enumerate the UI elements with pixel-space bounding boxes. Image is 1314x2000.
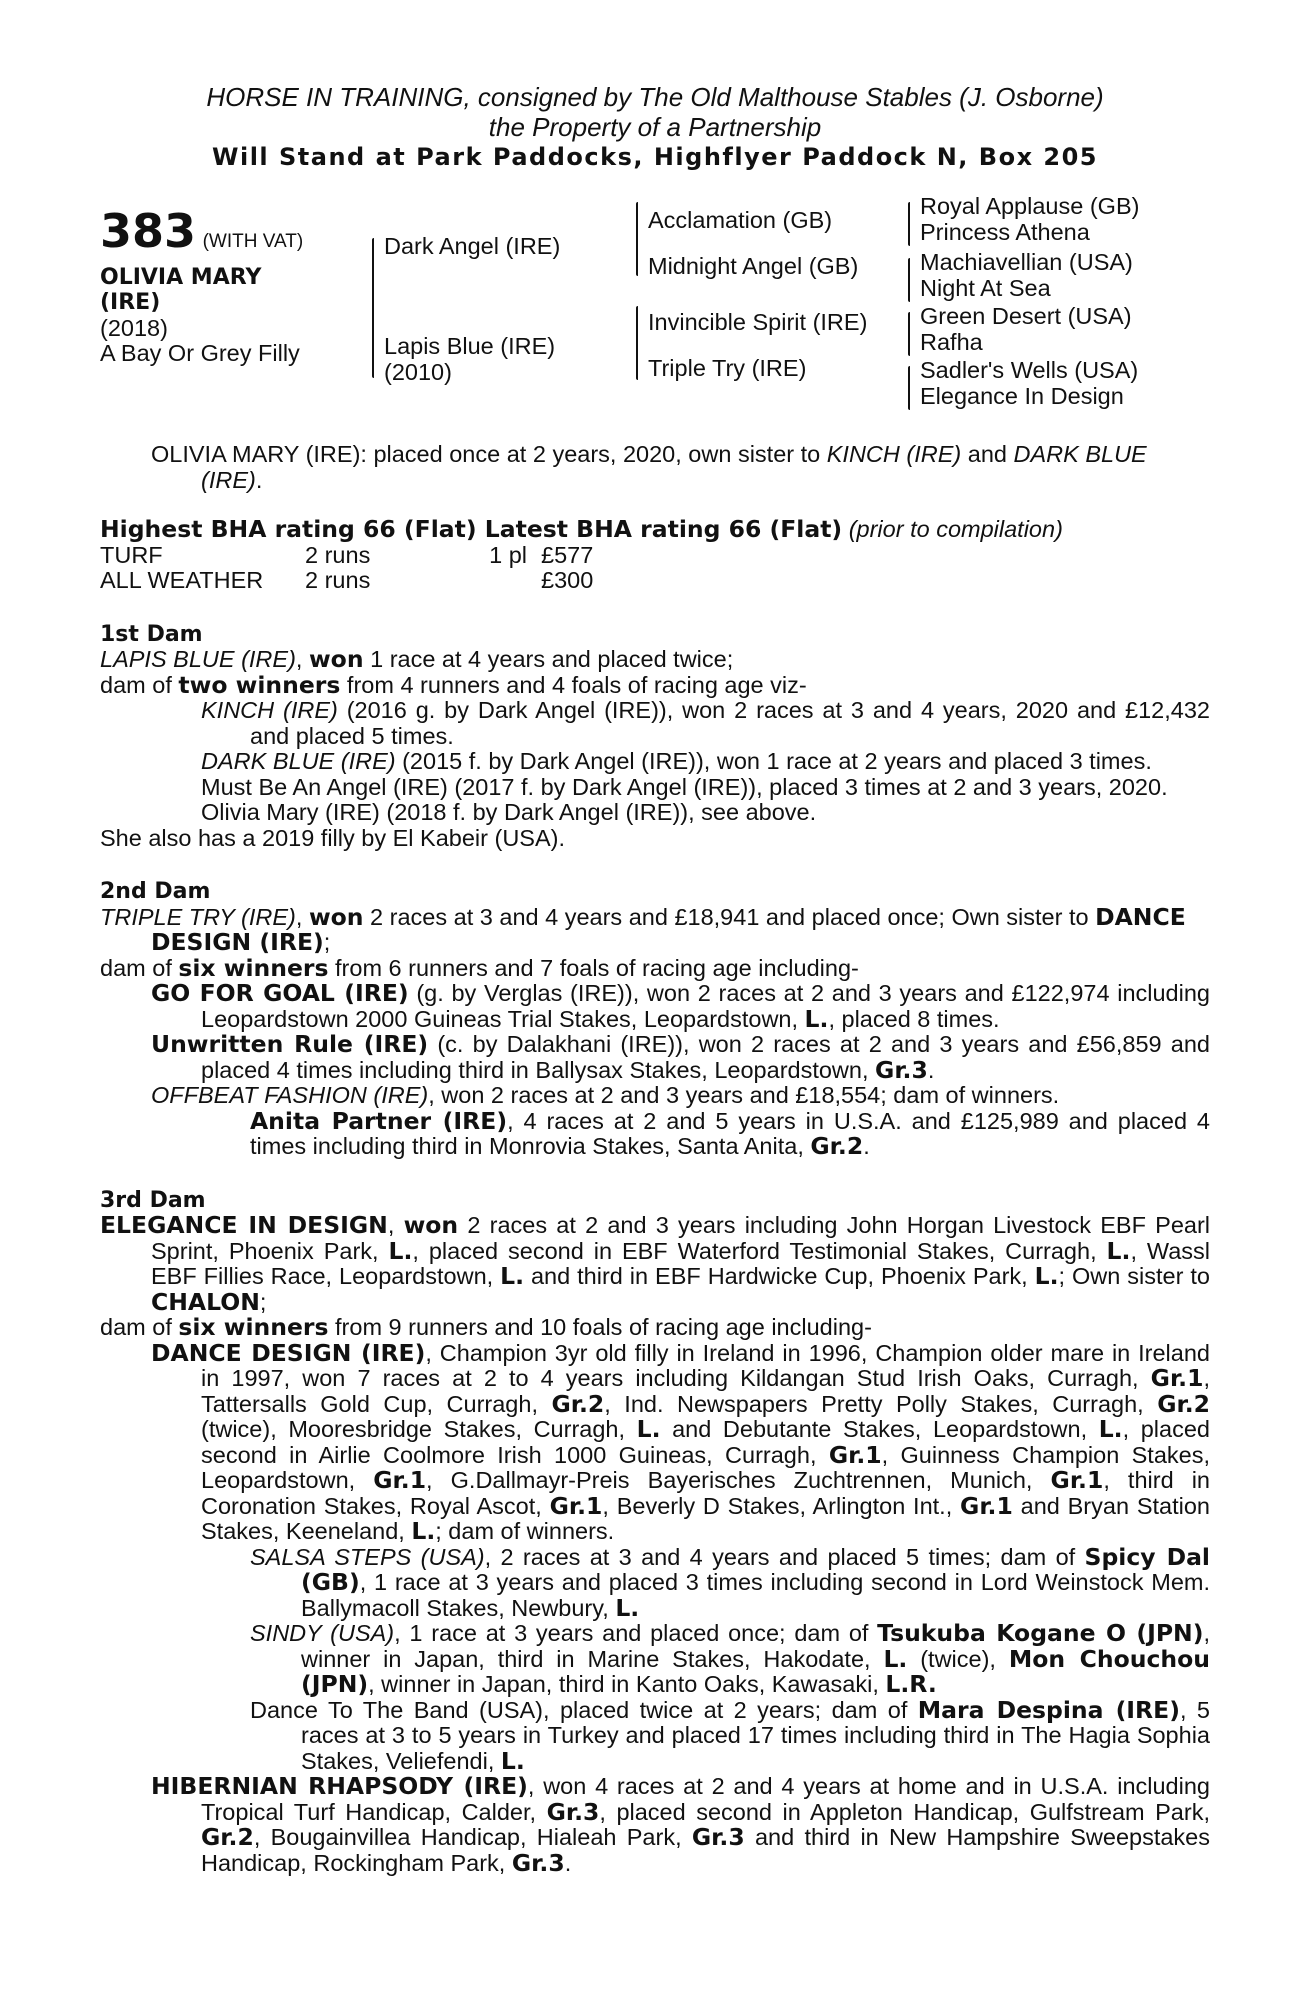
dam-sire: Invincible Spirit (IRE) <box>648 309 868 335</box>
bracket-dam-parents <box>636 306 638 380</box>
sibling-kinch: KINCH (IRE) <box>826 441 962 467</box>
consignor-line: HORSE IN TRAINING, consigned by The Old Malthouse Stables (J. Osborne) <box>206 82 1104 112</box>
produce-entry: OFFBEAT FASHION (IRE), won 2 races at 2 and 3 years and £18,554; dam of winners. <box>151 1082 1060 1108</box>
bracket-parents <box>372 238 374 378</box>
first-dam-heading: 1st Dam <box>100 621 203 647</box>
first-dam-section: 1st Dam LAPIS BLUE (IRE), won 1 race at 4 years and placed twice; dam of two winners from 4 runners and 4 foals of racing age viz- KINCH (IRE) (2016 g. by Dark Angel (IRE)), won 2 races at 3 and 4 years, 2020 and £12,432 and placed 5 times. DARK BLUE (IRE) (2015 f. by Dark Angel (IRE)), won 1 race at 2 years and placed 3 times. Must Be An Angel (IRE) (2017 f. by Dark Angel (IRE)), placed 3 times at 2 and 3 years, 2020. Olivia Mary (IRE) (2018 f. by Dark Angel (IRE)), see above. She also has a 2019 filly by El Kabeir (USA). <box>100 621 1210 851</box>
vat-note: (WITH VAT) <box>202 231 304 252</box>
produce-entry: HIBERNIAN RHAPSODY (IRE), won 4 races at 2 and 4 years at home and in U.S.A. including Tropical Turf Handicap, Calder, Gr.3, placed second in Appleton Handicap, Gulfstream Park, Gr.2, Bougainvillea Handicap, Hialeah Park, Gr.3 and third in New Hampshire Sweepstakes Handicap, Rockingham Park, Gr.3. <box>151 1772 1210 1877</box>
ggp-8: Elegance In Design <box>920 383 1124 409</box>
produce-entry: SINDY (USA), 1 race at 3 years and placed once; dam of Tsukuba Kogane O (JPN), winner in Japan, third in Marine Stakes, Hakodate, L. (twice), Mon Chouchou (JPN), winner in Japan, third in Kanto Oaks, Kawasaki, L.R. <box>250 1619 1211 1698</box>
sire: Dark Angel (IRE) <box>384 233 561 259</box>
horse-name-1: OLIVIA MARY <box>100 264 262 290</box>
produce-entry: Must Be An Angel (IRE) (2017 f. by Dark Angel (IRE)), placed 3 times at 2 and 3 years, 2020. <box>201 773 1168 800</box>
dam-dam: Triple Try (IRE) <box>648 355 807 381</box>
sibling-dark-blue: DARK BLUE <box>1013 441 1147 467</box>
third-dam-heading: 3rd Dam <box>100 1187 206 1213</box>
ggp-4: Night At Sea <box>920 275 1051 301</box>
produce-entry: Dance To The Band (USA), placed twice at 2 years; dam of Mara Despina (IRE), 5 races at 3 to 5 years in Turkey and placed 17 times including third in The Hagia Sophia Stakes, Veliefendi, L. <box>250 1695 1210 1775</box>
produce-entry: Olivia Mary (IRE) (2018 f. by Dark Angel (IRE)), see above. <box>201 799 817 825</box>
lot-info <box>100 204 304 367</box>
bracket-sire-parents <box>636 202 638 276</box>
second-dam-heading: 2nd Dam <box>100 879 211 904</box>
third-dam-section: 3rd Dam ELEGANCE IN DESIGN, won 2 races at 2 and 3 years including John Horgan Livestock EBF Pearl Sprint, Phoenix Park, L., placed second in EBF Waterford Testimonial Stakes, Curragh, L., Wassl EBF Fillies Race, Leopardstown, L. and third in EBF Hardwicke Cup, Phoenix Park, L.; Own sister to CHALON; dam of six winners from 9 runners and 10 foals of racing age including- DANCE DESIGN (IRE), Champion 3yr old filly in Ireland in 1996, Champion older mare in Ireland in 1997, won 7 races at 2 to 4 years including Kildangan Stud Irish Oaks, Curragh, Gr.1, Tattersalls Gold Cup, Curragh, Gr.2, Ind. Newspapers Pretty Polly Stakes, Curragh, Gr.2 (twice), Mooresbridge Stakes, Curragh, L. and Debutante Stakes, Leopardstown, L., placed second in Airlie Coolmore Irish 1000 Guineas, Curragh, Gr.1, Guinness Champion Stakes, Leopardstown, Gr.1, G.Dallmayr-Preis Bayerisches Zuchtrennen, Munich, Gr.1, third in Coronation Stakes, Royal Ascot, Gr.1, Beverly D Stakes, Arlington Int., Gr.1 and Bryan Station Stakes, Keeneland, L.; dam of winners. SALSA STEPS (USA), 2 races at 3 and 4 years and placed 5 times; dam of Spicy Dal (GB), 1 race at 3 years and placed 3 times including second in Lord Weinstock Mem. Ballymacoll Stakes, Newbury, L. SINDY (USA), 1 race at 3 years and placed once; dam of Tsukuba Kogane O (JPN), winner in Japan, third in Marine Stakes, Hakodate, L. (twice), Mon Chouchou (JPN), winner in Japan, third in Kanto Oaks, Kawasaki, L.R. Dance To The Band (USA), placed twice at 2 years; dam of Mara Despina (IRE), 5 races at 3 to 5 years in Turkey and placed 17 times including third in The Hagia Sophia Stakes, Veliefendi, L. HIBERNIAN RHAPSODY (IRE), won 4 races at 2 and 4 years at home and in U.S.A. including Tropical Turf Handicap, Calder, Gr.3, placed second in Appleton Handicap, Gulfstream Park, Gr.2, Bougainvillea Handicap, Hialeah Park, Gr.3 and third in New Hampshire Sweepstakes Handicap, Rockingham Park, Gr.3. <box>100 1187 1211 1877</box>
race-record-row: ALL WEATHER 2 runs £300 <box>100 567 594 593</box>
horse-name-2: (IRE) <box>100 290 161 315</box>
bracket-ggp-3 <box>908 312 910 356</box>
produce-note: She also has a 2019 filly by El Kabeir (USA). <box>100 824 566 851</box>
rating-section <box>100 517 1210 594</box>
catalogue-page <box>100 82 1210 1876</box>
stand-location: Will Stand at Park Paddocks, Highflyer Paddock N, Box 205 <box>212 143 1098 171</box>
produce-entry: Anita Partner (IRE), 4 races at 2 and 5 years in U.S.A. and £125,989 and placed 4 times including third in Monrovia Stakes, Santa Anita, Gr.2. <box>250 1106 1210 1160</box>
produce-entry: Unwritten Rule (IRE) (c. by Dalakhani (IRE)), won 2 races at 2 and 3 years and £56,859 and placed 4 times including third in Ballysax Stakes, Leopardstown, Gr.3. <box>151 1030 1210 1084</box>
produce-entry: SALSA STEPS (USA), 2 races at 3 and 4 years and placed 5 times; dam of Spicy Dal (GB), 1 race at 3 years and placed 3 times including second in Lord Weinstock Mem. Ballymacoll Stakes, Newbury, L. <box>250 1542 1210 1622</box>
pedigree-block <box>100 193 1210 440</box>
ggp-3: Machiavellian (USA) <box>920 249 1133 275</box>
property-line: the Property of a Partnership <box>488 112 822 142</box>
produce-entry: DANCE DESIGN (IRE), Champion 3yr old filly in Ireland in 1996, Champion older mare in Ireland in 1997, won 7 races at 2 to 4 years including Kildangan Stud Irish Oaks, Curragh, Gr.1, Tattersalls Gold Cup, Curragh, Gr.2, Ind. Newspapers Pretty Polly Stakes, Curragh, Gr.2 (twice), Mooresbridge Stakes, Curragh, L. and Debutante Stakes, Leopardstown, L., placed second in Airlie Coolmore Irish 1000 Guineas, Curragh, Gr.1, Guinness Champion Stakes, Leopardstown, Gr.1, G.Dallmayr-Preis Bayerisches Zuchtrennen, Munich, Gr.1, third in Coronation Stakes, Royal Ascot, Gr.1, Beverly D Stakes, Arlington Int., Gr.1 and Bryan Station Stakes, Keeneland, L.; dam of winners. <box>151 1338 1211 1545</box>
foaling-year: (2018) <box>100 314 168 341</box>
sire-dam: Midnight Angel (GB) <box>648 253 859 279</box>
sire-sire: Acclamation (GB) <box>648 207 833 233</box>
produce-entry: KINCH (IRE) (2016 g. by Dark Angel (IRE)), won 2 races at 3 and 4 years, 2020 and £12,432 and placed 5 times. <box>201 697 1210 749</box>
bracket-ggp-2 <box>908 258 910 302</box>
bracket-ggp-1 <box>908 202 910 246</box>
bracket-ggp-4 <box>908 366 910 410</box>
dam: Lapis Blue (IRE) <box>384 333 556 359</box>
ggp-6: Rafha <box>920 329 983 355</box>
dam-year: (2010) <box>384 359 452 385</box>
horse-summary: OLIVIA MARY (IRE): placed once at 2 years, 2020, own sister to KINCH (IRE) and DARK BLUE (IRE). <box>151 441 1147 493</box>
lot-number: 383 <box>100 204 197 258</box>
ggp-2: Princess Athena <box>920 219 1090 245</box>
race-record-row: TURF 2 runs 1 pl £577 <box>100 541 594 568</box>
rating-bold: Highest BHA rating 66 (Flat) Latest BHA rating 66 (Flat) <box>100 515 843 543</box>
ggp-7: Sadler's Wells (USA) <box>920 357 1139 383</box>
ggp-1: Royal Applause (GB) <box>920 193 1140 219</box>
produce-entry: GO FOR GOAL (IRE) (g. by Verglas (IRE)), won 2 races at 2 and 3 years and £122,974 including Leopardstown 2000 Guineas Trial Stakes, Leopardstown, L., placed 8 times. <box>151 979 1210 1033</box>
rating-note: (prior to compilation) <box>848 516 1063 542</box>
horse-description: A Bay Or Grey Filly <box>100 340 300 366</box>
produce-entry: DARK BLUE (IRE) (2015 f. by Dark Angel (IRE)), won 1 race at 2 years and placed 3 times. <box>201 748 1152 774</box>
second-dam-section: 2nd Dam TRIPLE TRY (IRE), won 2 races at 3 and 4 years and £18,941 and placed once; Own sister to DANCE DESIGN (IRE); dam of six winners from 6 runners and 7 foals of racing age including- GO FOR GOAL (IRE) (g. by Verglas (IRE)), won 2 races at 2 and 3 years and £122,974 including Leopardstown 2000 Guineas Trial Stakes, Leopardstown, L., placed 8 times. Unwritten Rule (IRE) (c. by Dalakhani (IRE)), won 2 races at 2 and 3 years and £56,859 and placed 4 times including third in Ballysax Stakes, Leopardstown, Gr.3. OFFBEAT FASHION (IRE), won 2 races at 2 and 3 years and £18,554; dam of winners. Anita Partner (IRE), 4 races at 2 and 5 years in U.S.A. and £125,989 and placed 4 times including third in Monrovia Stakes, Santa Anita, Gr.2. <box>100 879 1210 1160</box>
ggp-5: Green Desert (USA) <box>920 303 1132 329</box>
